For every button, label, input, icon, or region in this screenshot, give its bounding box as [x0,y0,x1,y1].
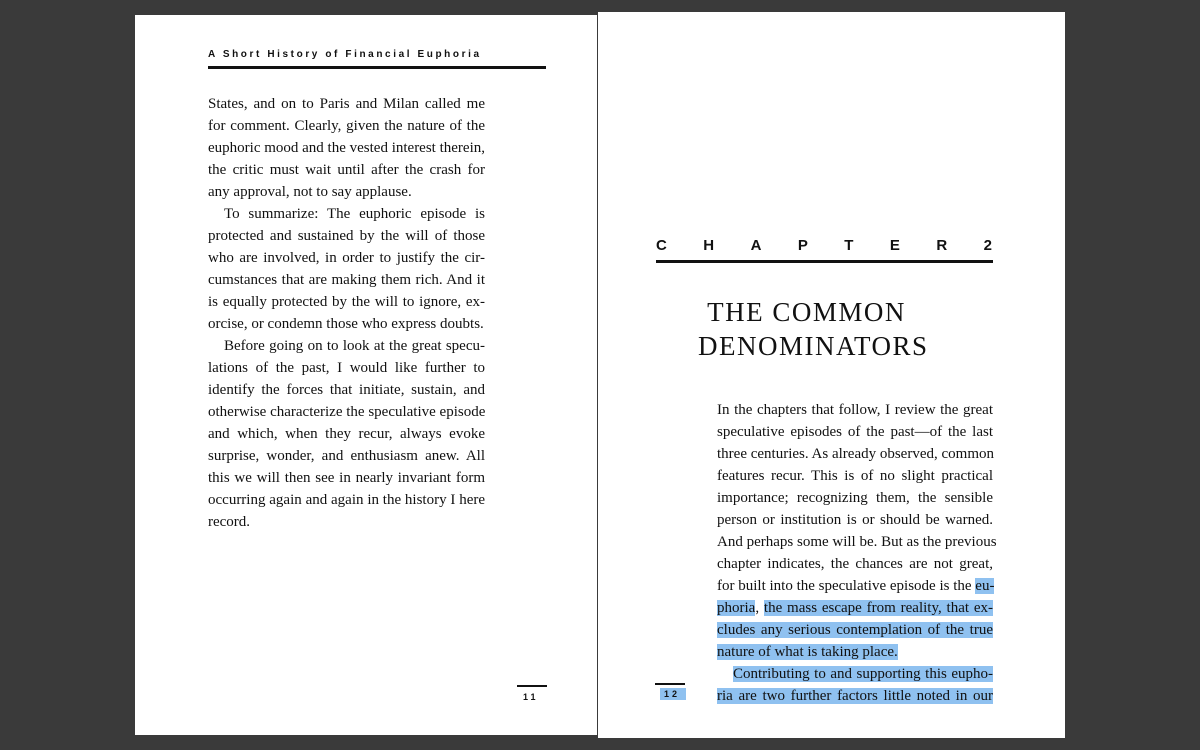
chapter-title [698,295,929,363]
text-selection[interactable]: eu- [975,578,995,594]
text-selection[interactable]: nature of what is taking place. [717,644,898,660]
text-line[interactable]: otherwise characterize the speculative episode [208,404,486,420]
text-selection[interactable]: Contributing to and supporting this eupho- [733,666,993,682]
text-line[interactable]: identify the forces that initiate, sustain, and [208,382,485,398]
text-line[interactable] [717,575,993,597]
text-line[interactable]: features recur. This is of no slight practical [717,468,993,484]
chapter-rule [656,260,993,263]
text-line[interactable]: person or institution is or should be warned. [717,512,993,528]
chapter-label-letter: H [703,237,715,254]
chapter-label-letter: P [797,237,808,254]
text-line[interactable]: is equally protected by the will to ignore, ex- [208,294,485,310]
text-line[interactable]: three centuries. As already observed, common [717,446,994,462]
text-line[interactable]: And perhaps some will be. But as the previous [717,534,997,550]
text-line[interactable]: To summarize: The euphoric episode is [224,206,485,222]
right-page-body[interactable] [717,399,997,707]
text-selection[interactable]: phoria [717,600,756,616]
chapter-label-letter: E [889,237,900,254]
right-page [598,12,1065,738]
page-number-rule [655,683,685,685]
chapter-label-letter: R [936,237,948,254]
text-line[interactable]: any approval, not to say applause. [208,184,412,200]
text-line-gap[interactable]: , [755,600,764,616]
text-line-start[interactable]: for built into the speculative episode is the [717,578,976,594]
chapter-label [656,237,992,254]
text-line[interactable] [717,685,993,707]
text-line[interactable]: and which, when they recur, always evoke [208,426,485,442]
text-line[interactable] [717,597,993,619]
text-line[interactable] [717,641,993,663]
text-line[interactable]: protected and sustained by the will of those [208,228,485,244]
running-head: A Short History of Financial Euphoria [208,49,482,60]
text-line[interactable] [717,619,993,641]
text-line[interactable]: this we will then see in nearly invariant form [208,470,485,486]
text-line[interactable]: record. [208,514,251,530]
text-line[interactable]: cumstances that are making them rich. And it [208,272,485,288]
text-line[interactable]: Before going on to look at the great specu- [224,338,485,354]
text-line[interactable] [717,663,993,685]
text-line[interactable]: States, and on to Paris and Milan called me [208,96,485,112]
text-line[interactable]: orcise, or condemn those who express doubts. [208,316,484,332]
left-page-body[interactable] [208,93,485,533]
text-line[interactable]: chapter indicates, the chances are not great, [717,556,993,572]
chapter-label-letter: C [656,237,667,254]
text-line[interactable]: the critic must wait until after the crash for [208,162,485,178]
chapter-title-line: THE COMMON [707,297,906,327]
text-line[interactable]: In the chapters that follow, I review the great [717,402,993,418]
running-head-rule [208,66,546,69]
text-line[interactable]: who are involved, in order to justify the cir- [208,250,485,266]
chapter-label-letter: A [750,237,762,254]
chapter-number: 2 [983,237,992,254]
text-line[interactable]: for comment. Clearly, given the nature of the [208,118,485,134]
text-line[interactable]: euphoric mood and the vested interest therein, [208,140,485,156]
left-page [135,15,597,735]
text-line[interactable]: importance; recognizing them, the sensible [717,490,993,506]
text-selection[interactable]: ria are two further factors little noted in our [717,688,993,704]
page-number-rule [517,685,547,687]
chapter-label-letter: T [844,237,854,254]
chapter-title-line: DENOMINATORS [698,331,929,361]
text-selection[interactable]: the mass escape from reality, that ex- [763,600,994,616]
text-line[interactable]: lations of the past, I would like further to [208,360,485,376]
page-number: 11 [523,692,539,702]
text-line[interactable]: surprise, wonder, and enthusiasm anew. All [208,448,485,464]
text-line[interactable]: speculative episodes of the past—of the last [717,424,993,440]
text-selection[interactable]: cludes any serious contemplation of the true [717,622,993,638]
page-number[interactable]: 12 [660,688,686,700]
text-line[interactable]: occurring again and again in the history I here [208,492,485,508]
